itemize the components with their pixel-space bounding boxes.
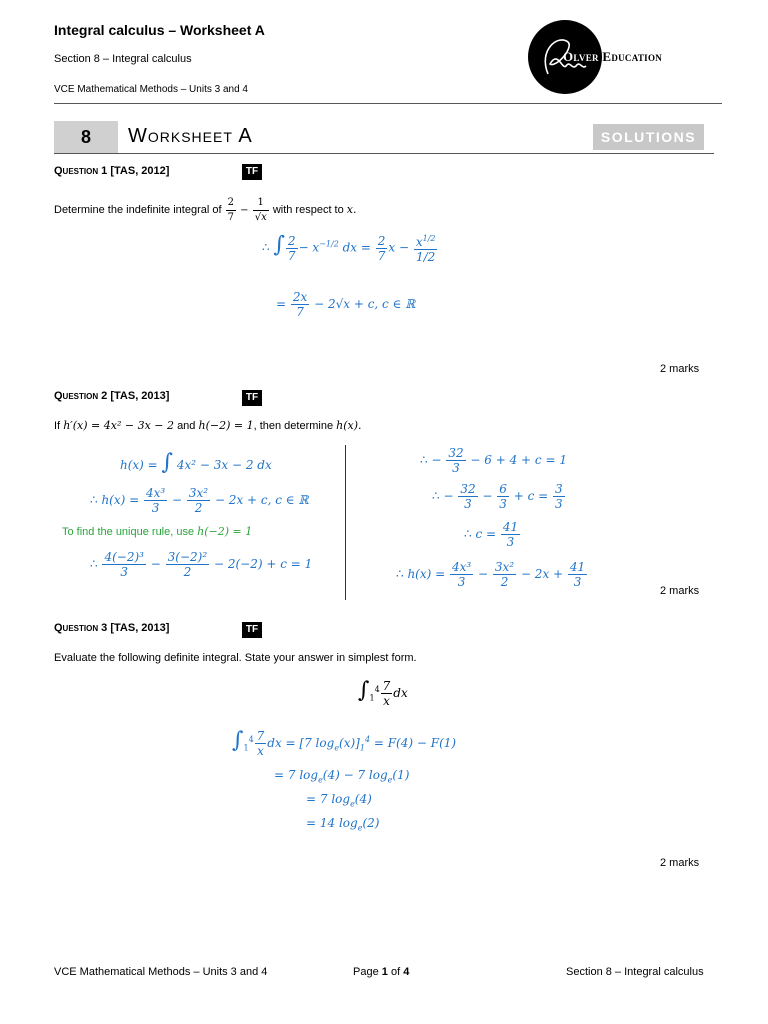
q3-prompt: Evaluate the following definite integral. State your answer in simplest form. xyxy=(54,652,417,664)
footer-page xyxy=(353,966,409,978)
logo-word-olver: Olver xyxy=(563,49,599,64)
q2-left-line2: ∴ h(x) = $\frac{\text{4x³}}{3}$ − $\frac{\text{3x²}}{2}$ − 2x + c, c ∈ ℝ xyxy=(90,486,309,515)
footer-page-of: of xyxy=(390,966,401,978)
q2-tf-badge: TF xyxy=(242,390,262,406)
q2-right-line1: ∴ − $\frac{32}{3}$ − 6 + 4 + c = 1 xyxy=(420,446,567,475)
q2-right-line2: ∴ − $\frac{32}{3}$ − $\frac{6}{3}$ + c = $\frac{3}{3}$ xyxy=(432,482,563,511)
q2-left-line3: ∴ $\frac{\text{4(−2)³}}{3}$ − $\frac{\text{3(−2)²}}{2}$ − 2(−2) + c = 1 xyxy=(90,550,313,579)
logo-wordmark xyxy=(563,49,662,65)
q1-prompt: Determine the indefinite integral of $\frac{2}{7}$ − $\frac{1}{√x}$ with respect to x. xyxy=(54,197,357,223)
q2-prompt-text-b: and xyxy=(177,420,196,432)
footer-page-label: Page xyxy=(353,966,379,978)
q2-label: Question 2 [TAS, 2013] xyxy=(54,390,170,402)
q1-tf-badge: TF xyxy=(242,164,262,180)
q2-prompt: If h′(x) = 4x² − 3x − 2 and h(−2) = 1, then determine h(x). xyxy=(54,419,362,432)
q3-label: Question 3 [TAS, 2013] xyxy=(54,622,170,634)
q2-column-divider xyxy=(345,445,346,600)
document-title: Integral calculus – Worksheet A xyxy=(54,22,265,38)
q2-prompt-text-a: If xyxy=(54,420,61,432)
section-number: 8 xyxy=(54,121,118,153)
course-subtitle: VCE Mathematical Methods – Units 3 and 4 xyxy=(54,84,248,95)
q2-left-line1: h(x) = ∫ 4x² − 3x − 2 dx xyxy=(120,450,272,475)
worksheet-heading: Worksheet A xyxy=(128,125,253,147)
q2-hint: To find the unique rule, use h(−2) = 1 xyxy=(62,525,253,538)
solutions-tag: SOLUTIONS xyxy=(593,124,704,150)
q3-tf-badge: TF xyxy=(242,622,262,638)
q3-solution-line4: = 14 $\log_e(2)$ xyxy=(306,816,380,833)
q1-prompt-text-b: with respect to xyxy=(272,204,344,216)
q3-marks: 2 marks xyxy=(660,857,700,869)
q1-marks: 2 marks xyxy=(660,363,700,375)
footer-page-number: 1 xyxy=(381,966,388,978)
q1-label: Question 1 [TAS, 2012] xyxy=(54,165,170,177)
q3-solution-line2: = 7 $\log_e(4) - 7$ $\log_e(1)$ xyxy=(274,768,410,785)
q2-right-line4: ∴ h(x) = $\frac{\text{4x³}}{3}$ − $\frac{\text{3x²}}{2}$ − 2x + $\frac{41}{3}$ xyxy=(396,560,586,589)
q3-integral: $\int_1^4$ $\frac{7}{x}$ dx xyxy=(358,678,408,708)
footer-page-total: 4 xyxy=(403,966,410,978)
footer-course: VCE Mathematical Methods – Units 3 and 4 xyxy=(54,966,268,978)
q1-solution-line1: ∴ ∫ $\frac{2}{7}$ − $x^{-1/2}$ dx = $\frac{2}{7}$ x − $\frac{x^{1/2}}{1/2}$ xyxy=(262,232,436,264)
q2-hint-text: To find the unique rule, use xyxy=(62,526,195,538)
header-rule xyxy=(54,103,722,104)
q3-solution-line1: $\int_1^4$ $\frac{7}{x}$ dx = [7 $\log_e(x)]_1^4 = F(4) - F(1)$ xyxy=(232,728,457,758)
q1-prompt-text-a: Determine the indefinite integral of xyxy=(54,204,222,216)
logo-word-education: Education xyxy=(602,49,663,64)
q1-solution-line2: = $\frac{2x}{7}$ − 2√x + c, c ∈ ℝ xyxy=(276,290,416,319)
footer-section: Section 8 – Integral calculus xyxy=(566,966,704,978)
q3-solution-line3: = 7 $\log_e(4)$ xyxy=(306,792,372,809)
section-subtitle: Section 8 – Integral calculus xyxy=(54,53,192,65)
q2-prompt-text-c: , then determine xyxy=(253,420,334,432)
banner-rule xyxy=(54,153,714,154)
q2-marks: 2 marks xyxy=(660,585,700,597)
q2-right-line3: ∴ c = $\frac{41}{3}$ xyxy=(464,520,519,549)
q1-prompt-var: x. xyxy=(346,203,357,216)
